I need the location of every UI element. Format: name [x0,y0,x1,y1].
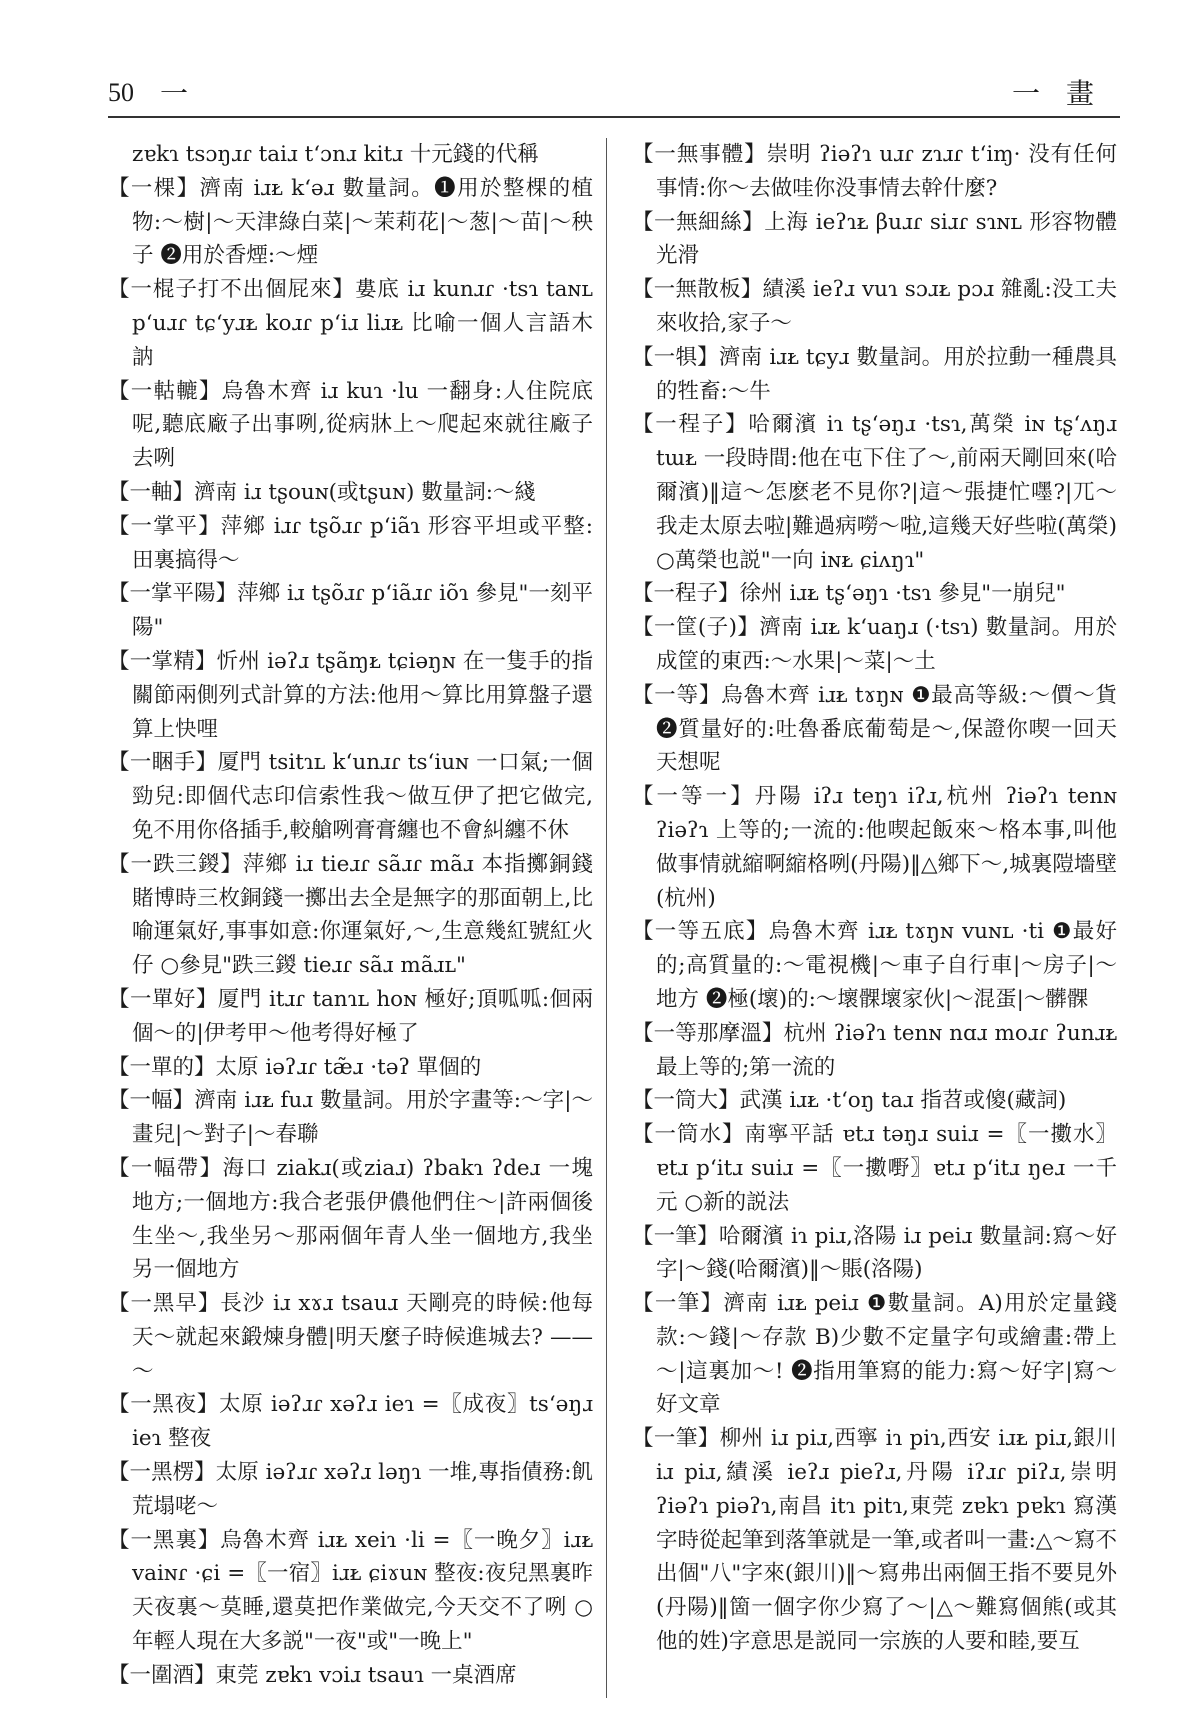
dictionary-entry: 【一棍子打不出個屁來】婁底 iɹ kunɹɾ ·tsɿ taɴʟ pʻuɹɾ tɕʻyɹᴌ koɹɾ pʻiɹ liɹᴌ 比喻一個人言語木訥 [108,277,593,370]
dictionary-entry: 【一程子】哈爾濱 iɿ tʂʻəŋɹ ·tsɿ,萬榮 iɴ tʂʻʌŋɹ tɯᴌ 一段時間:他在屯下住了～,前兩天剛回來(哈爾濱)‖這～怎麽老不見你?|這～張捷忙嚜?|兀～我走太原去啦|難過病嘮～啦,這幾天好些啦(萬榮) ○萬榮也説"一向 iɴᴌ ɕiʌŋɿ" [632,412,1117,573]
dictionary-entry: 【一等】烏魯木齊 iɹᴌ tɤŋɴ ❶最高等級:～價～貨 ❷質量好的:吐魯番底葡萄是～,保證你喫一回天天想呢 [632,682,1117,776]
dictionary-entry: 【一幅帶】海口 ziakɹ(或ziaɹ) ʔbakɿ ʔdeɹ 一塊地方;一個地方:我合老張伊儂他們住～|許兩個後生坐～,我坐另～那兩個年青人坐一個地方,我坐另一個地方 [108,1155,593,1283]
dictionary-entry: 【一無散板】績溪 ieʔɹ vuɿ sɔɹᴌ pɔɹ 雜亂:没工夫來收拾,家子～ [632,277,1117,336]
dictionary-entry: 【一圍酒】東莞 zɐkɿ vɔiɹ tsauɿ 一桌酒席 [108,1662,517,1688]
dictionary-entry: 【一筆】哈爾濱 iɿ piɹ,洛陽 iɹ peiɹ 數量詞:寫～好字|～錢(哈爾濱)‖～賬(洛陽) [632,1223,1117,1283]
dictionary-entry: 【一等五底】烏魯木齊 iɹᴌ tɤŋɴ vuɴʟ ·ti ❶最好的;高質量的:～電視機|～車子自行車|～房子|～地方 ❷極(壞)的:～壞髁壞家伙|～混蛋|～髒髁 [632,919,1117,1012]
dictionary-entry: 【一黑早】長沙 iɹ xɤɹ tsauɹ 天剛亮的時候:他每天～就起來鍛煉身體|明天麼子時候進城去? ——～ [108,1291,593,1384]
dictionary-entry: 【一筒大】武漢 iɹᴌ ·tʻoŋ taɹ 指苕或傻(藏詞) [632,1088,1067,1114]
dictionary-entry: 【一掌平】萍鄉 iɹɾ tʂõɹɾ pʻiãɿ 形容平坦或平整:田裏搞得～ [108,513,593,573]
section-title-left: 一 [160,77,189,110]
dictionary-entry: 【一無細絲】上海 ieʔɿᴌ βuɹɾ siɹɾ sɿɴʟ 形容物體光滑 [632,209,1117,269]
dictionary-entry: 【一等那摩溫】杭州 ʔiəʔɿ tenɴ nɑɹ moɹɾ ʔunɹᴌ 最上等的;第一流的 [632,1020,1117,1080]
dictionary-entry: 【一無事體】崇明 ʔiəʔɿ uɹɾ zɿɹɾ tʻiɱ· 没有任何事情:你～去做哇你没事情去幹什麼? [632,142,1117,201]
dictionary-entry: 【一黑裏】烏魯木齊 iɹᴌ xeiɿ ·li =〖一晚夕〗iɹᴌ vaiɴɾ ·ɕi =〖一宿〗iɹᴌ ɕiɤuɴ 整夜:夜兒黑裏昨天夜裏～莫睡,還莫把作業做完,今天交不了咧 ○年輕人現在大多説"一夜"或"一晚上" [108,1527,593,1655]
right-column [632,138,1117,1659]
dictionary-entry: 【一掌平陽】萍鄉 iɹ tʂõɹɾ pʻiãɹɾ iõɿ 參見"一刻平陽" [108,581,593,641]
dictionary-entry: 【一跌三鍐】萍鄉 iɹ tieɹɾ sãɹɾ mãɹ 本指擲銅錢賭博時三枚銅錢一擲出去全是無字的那面朝上,比喻運氣好,事事如意:你運氣好,～,生意幾紅號紅火仔 ○參見"跌三鍐 tieɹɾ sãɹ mãɹʟ" [108,851,593,979]
dictionary-entry: 【一筆】濟南 iɹᴌ peiɹ ❶數量詞。A)用於定量錢款:～錢|～存款 B)少數不定量字句或繪畫:帶上～|這裏加～! ❷指用筆寫的能力:寫～好字|寫～好文章 [632,1291,1117,1418]
section-title-right: 一畫 [1011,77,1120,110]
dictionary-entry: 【一軲轆】烏魯木齊 iɹ kuɿ ·lu 一翻身:人住院底呢,聽底廠子出事咧,從病牀上～爬起來就往廠子去咧 [108,378,593,472]
page-number: 50 [108,78,134,107]
dictionary-entry: 【一筐(子)】濟南 iɹᴌ kʻuaŋɹ (·tsɿ) 數量詞。用於成筐的東西:～水果|～菜|～土 [632,615,1117,674]
dictionary-entry: 【一等一】丹陽 iʔɹ teŋɿ iʔɹ,杭州 ʔiəʔɿ tenɴ ʔiəʔɿ 上等的;一流的:他喫起飯來～格本事,叫他做事情就縮啊縮格咧(丹陽)‖△鄉下～,城裏隑墻壁(杭州) [632,784,1117,911]
dictionary-entry: 【一單好】厦門 itɹɾ tanɿʟ hoɴ 極好;頂呱呱:佪兩個～的|伊考甲～他考得好極了 [108,986,593,1046]
left-column [108,138,593,1693]
dictionary-entry: 【一筒水】南寧平話 ɐtɹ təŋɹ suiɹ =〖一擻水〗ɐtɹ pʻitɹ suiɹ =〖一擻嘢〗ɐtɹ pʻitɹ ŋeɹ 一千元 ○新的説法 [632,1122,1117,1215]
dictionary-entry: 【一犋】濟南 iɹᴌ tɕyɹ 數量詞。用於拉動一種農具的牲畜:～牛 [632,344,1117,404]
page-header [108,72,1120,114]
dictionary-entry: 【一黑楞】太原 iəʔɹɾ xəʔɹ ləŋɿ 一堆,專指債務:飢荒塌咾～ [108,1460,593,1519]
dictionary-entry: 【一程子】徐州 iɹᴌ tʂʻəŋɿ ·tsɿ 參見"一崩兒" [632,581,1066,607]
dictionary-entry: 【一黑夜】太原 iəʔɹɾ xəʔɹ ieɿ =〖成夜〗tsʻəŋɹ ieɿ 整夜 [108,1392,593,1452]
column-divider [606,138,607,1698]
dictionary-entry: zɐkɿ tsɔŋɹɾ taiɹ tʻɔnɹ kitɹ 十元錢的代稱 [132,142,539,167]
dictionary-entry: 【一筆】柳州 iɹ piɹ,西寧 iɿ piɿ,西安 iɹᴌ piɹ,銀川 iɹ piɹ,績溪 ieʔɹ pieʔɹ,丹陽 iʔɹɾ piʔɹ,崇明 ʔiəʔɿ piəʔɿ,南昌 itɿ pitɿ,東莞 zɐkɿ pɐkɿ 寫漢字時從起筆到落筆就是一筆,或者叫一畫:△～寫不出個"八"字來(銀川)‖～寫弗出兩個王指不要見外(丹陽)‖箇一個字你少寫了～|△～難寫個熊(或其他的姓)字意思是説同一宗族的人要和睦,要互 [632,1426,1117,1655]
dictionary-entry: 【一單的】太原 iəʔɹɾ tæ̃ɹ ·təʔ 單個的 [108,1054,482,1080]
dictionary-entry: 【一睏手】厦門 tsitɿʟ kʻunɹɾ tsʻiuɴ 一口氣;一個勁兒:即個代志印信索性我～做互伊了把它做完,免不用你佫插手,較艙咧膏膏纏也不會糾纏不休 [108,750,593,843]
header-rule [108,116,1120,118]
dictionary-entry: 【一幅】濟南 iɹᴌ fuɹ 數量詞。用於字畫等:～字|～畫兒|～對子|～春聯 [108,1088,593,1148]
dictionary-entry: 【一軸】濟南 iɹ tʂouɴ(或tʂuɴ) 數量詞:～綫 [108,479,536,505]
dictionary-entry: 【一棵】濟南 iɹᴌ kʻəɹ 數量詞。❶用於整棵的植物:～樹|～天津綠白菜|～茉莉花|～葱|～苗|～秧子 ❷用於香煙:～煙 [108,175,593,269]
dictionary-entry: 【一掌精】忻州 iəʔɹ tʂãɱᴌ tɕiəŋɴ 在一隻手的指關節兩側列式計算的方法:他用～算比用算盤子還算上快哩 [108,648,593,742]
